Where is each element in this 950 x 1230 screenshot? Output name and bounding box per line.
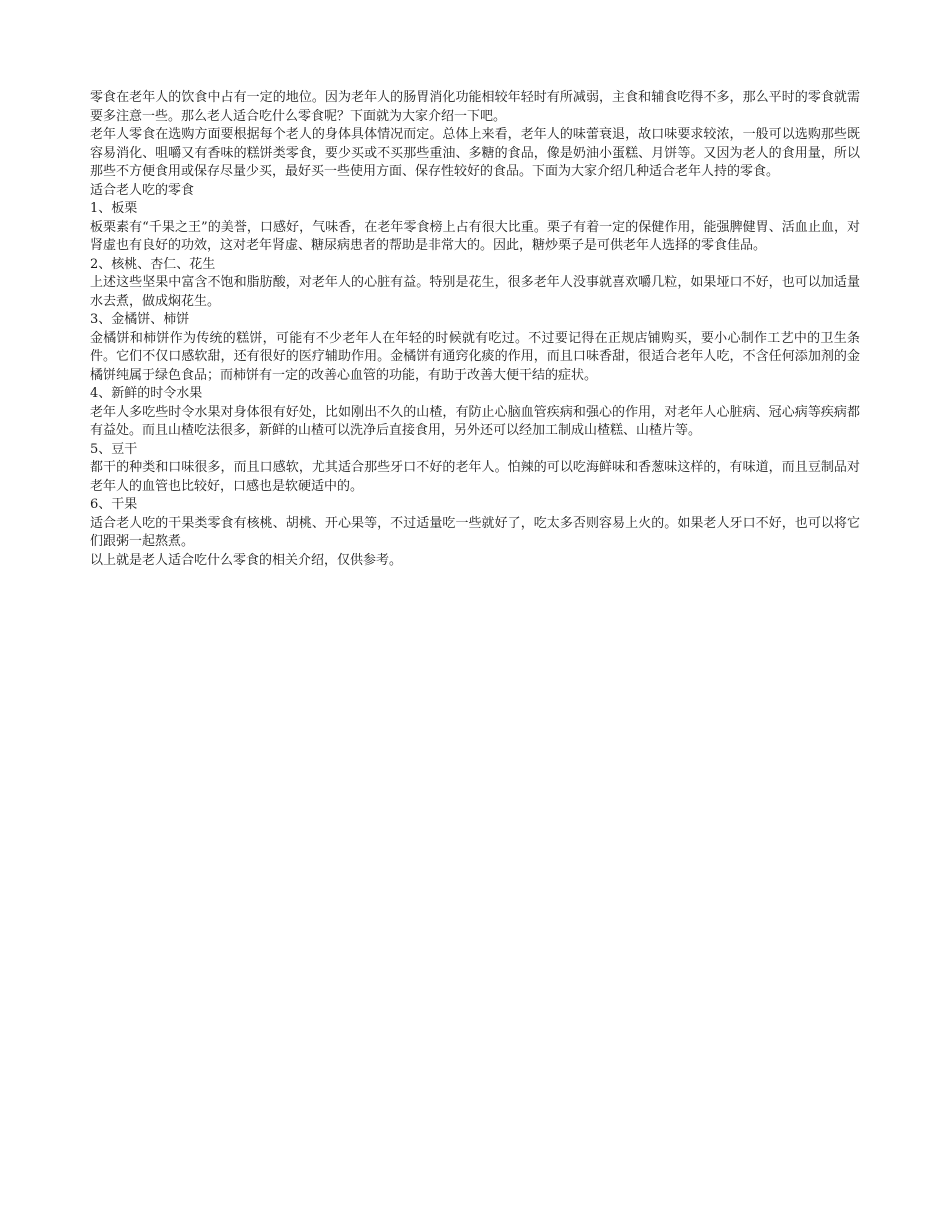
conclusion-paragraph: 以上就是老人适合吃什么零食的相关介绍，仅供参考。 — [90, 552, 403, 568]
item-body-2: 上述这些坚果中富含不饱和脂肪酸，对老年人的心脏有益。特别是花生，很多老年人没事就喜欢嚼几粒，如果垭口不好，也可以加适量水去煮，做成焖花生。 — [90, 275, 860, 309]
item-body-1: 板栗素有“千果之王”的美誉，口感好，气味香，在老年零食榜上占有很大比重。栗子有着一定的保健作用，能强脾健胃、活血止血，对肾虚也有良好的功效，这对老年肾虚、糖尿病患者的帮助是非常大的。因此，糖炒栗子是可供老年人选择的零食佳品。 — [90, 219, 860, 253]
item-body-4: 老年人多吃些时令水果对身体很有好处，比如刚出不久的山楂，有防止心脑血管疾病和强心的作用，对老年人心脏病、冠心病等疾病都有益处。而且山楂吃法很多，新鲜的山楂可以洗净后直接食用，另外还可以经加工制成山楂糕、山楂片等。 — [90, 404, 860, 438]
item-heading-6: 6、干果 — [90, 497, 138, 512]
item-body-3: 金橘饼和柿饼作为传统的糕饼，可能有不少老年人在年轻的时候就有吃过。不过要记得在正规店铺购买，要小心制作工艺中的卫生条件。它们不仅口感软甜，还有很好的医疗辅助作用。金橘饼有通窍化痰的作用，而且口味香甜，很适合老年人吃，不含任何添加剂的金橘饼纯属于绿色食品；而柿饼有一定的改善心血管的功能，有助于改善大便干结的症状。 — [90, 330, 860, 383]
item-heading-5: 5、豆干 — [90, 441, 138, 457]
intro-paragraph-1: 零食在老年人的饮食中占有一定的地位。因为老年人的肠胃消化功能相较年轻时有所减弱，主食和辅食吃得不多，那么平时的零食就需要多注意一些。那么老人适合吃什么零食呢？下面就为大家介绍一下吧。 — [90, 90, 860, 124]
item-heading-1: 1、板栗 — [90, 201, 138, 216]
document-body — [90, 89, 860, 570]
item-heading-2: 2、核桃、杏仁、花生 — [90, 256, 216, 272]
section-title: 适合老人吃的零食 — [90, 182, 195, 198]
item-body-5: 都干的种类和口味很多，而且口感软，尤其适合那些牙口不好的老年人。怕辣的可以吃海鲜味和香葱味这样的，有味道，而且豆制品对老年人的血管也比较好，口感也是软硬适中的。 — [90, 460, 860, 494]
intro-paragraph-2: 老年人零食在选购方面要根据每个老人的身体具体情况而定。总体上来看，老年人的味蕾衰退，故口味要求较浓，一般可以选购那些既容易消化、咀嚼又有香味的糕饼类零食，要少买或不买那些重油、多糖的食品，像是奶油小蛋糕、月饼等。又因为老人的食用量，所以那些不方便食用或保存尽量少买，最好买一些使用方面、保存性较好的食品。下面为大家介绍几种适合老年人持的零食。 — [90, 127, 860, 179]
item-heading-4: 4、新鲜的时令水果 — [90, 386, 203, 401]
item-heading-3: 3、金橘饼、柿饼 — [90, 312, 190, 327]
item-body-6: 适合老人吃的干果类零食有核桃、胡桃、开心果等，不过适量吃一些就好了，吃太多否则容易上火的。如果老人牙口不好，也可以将它们跟粥一起熬煮。 — [90, 515, 860, 549]
